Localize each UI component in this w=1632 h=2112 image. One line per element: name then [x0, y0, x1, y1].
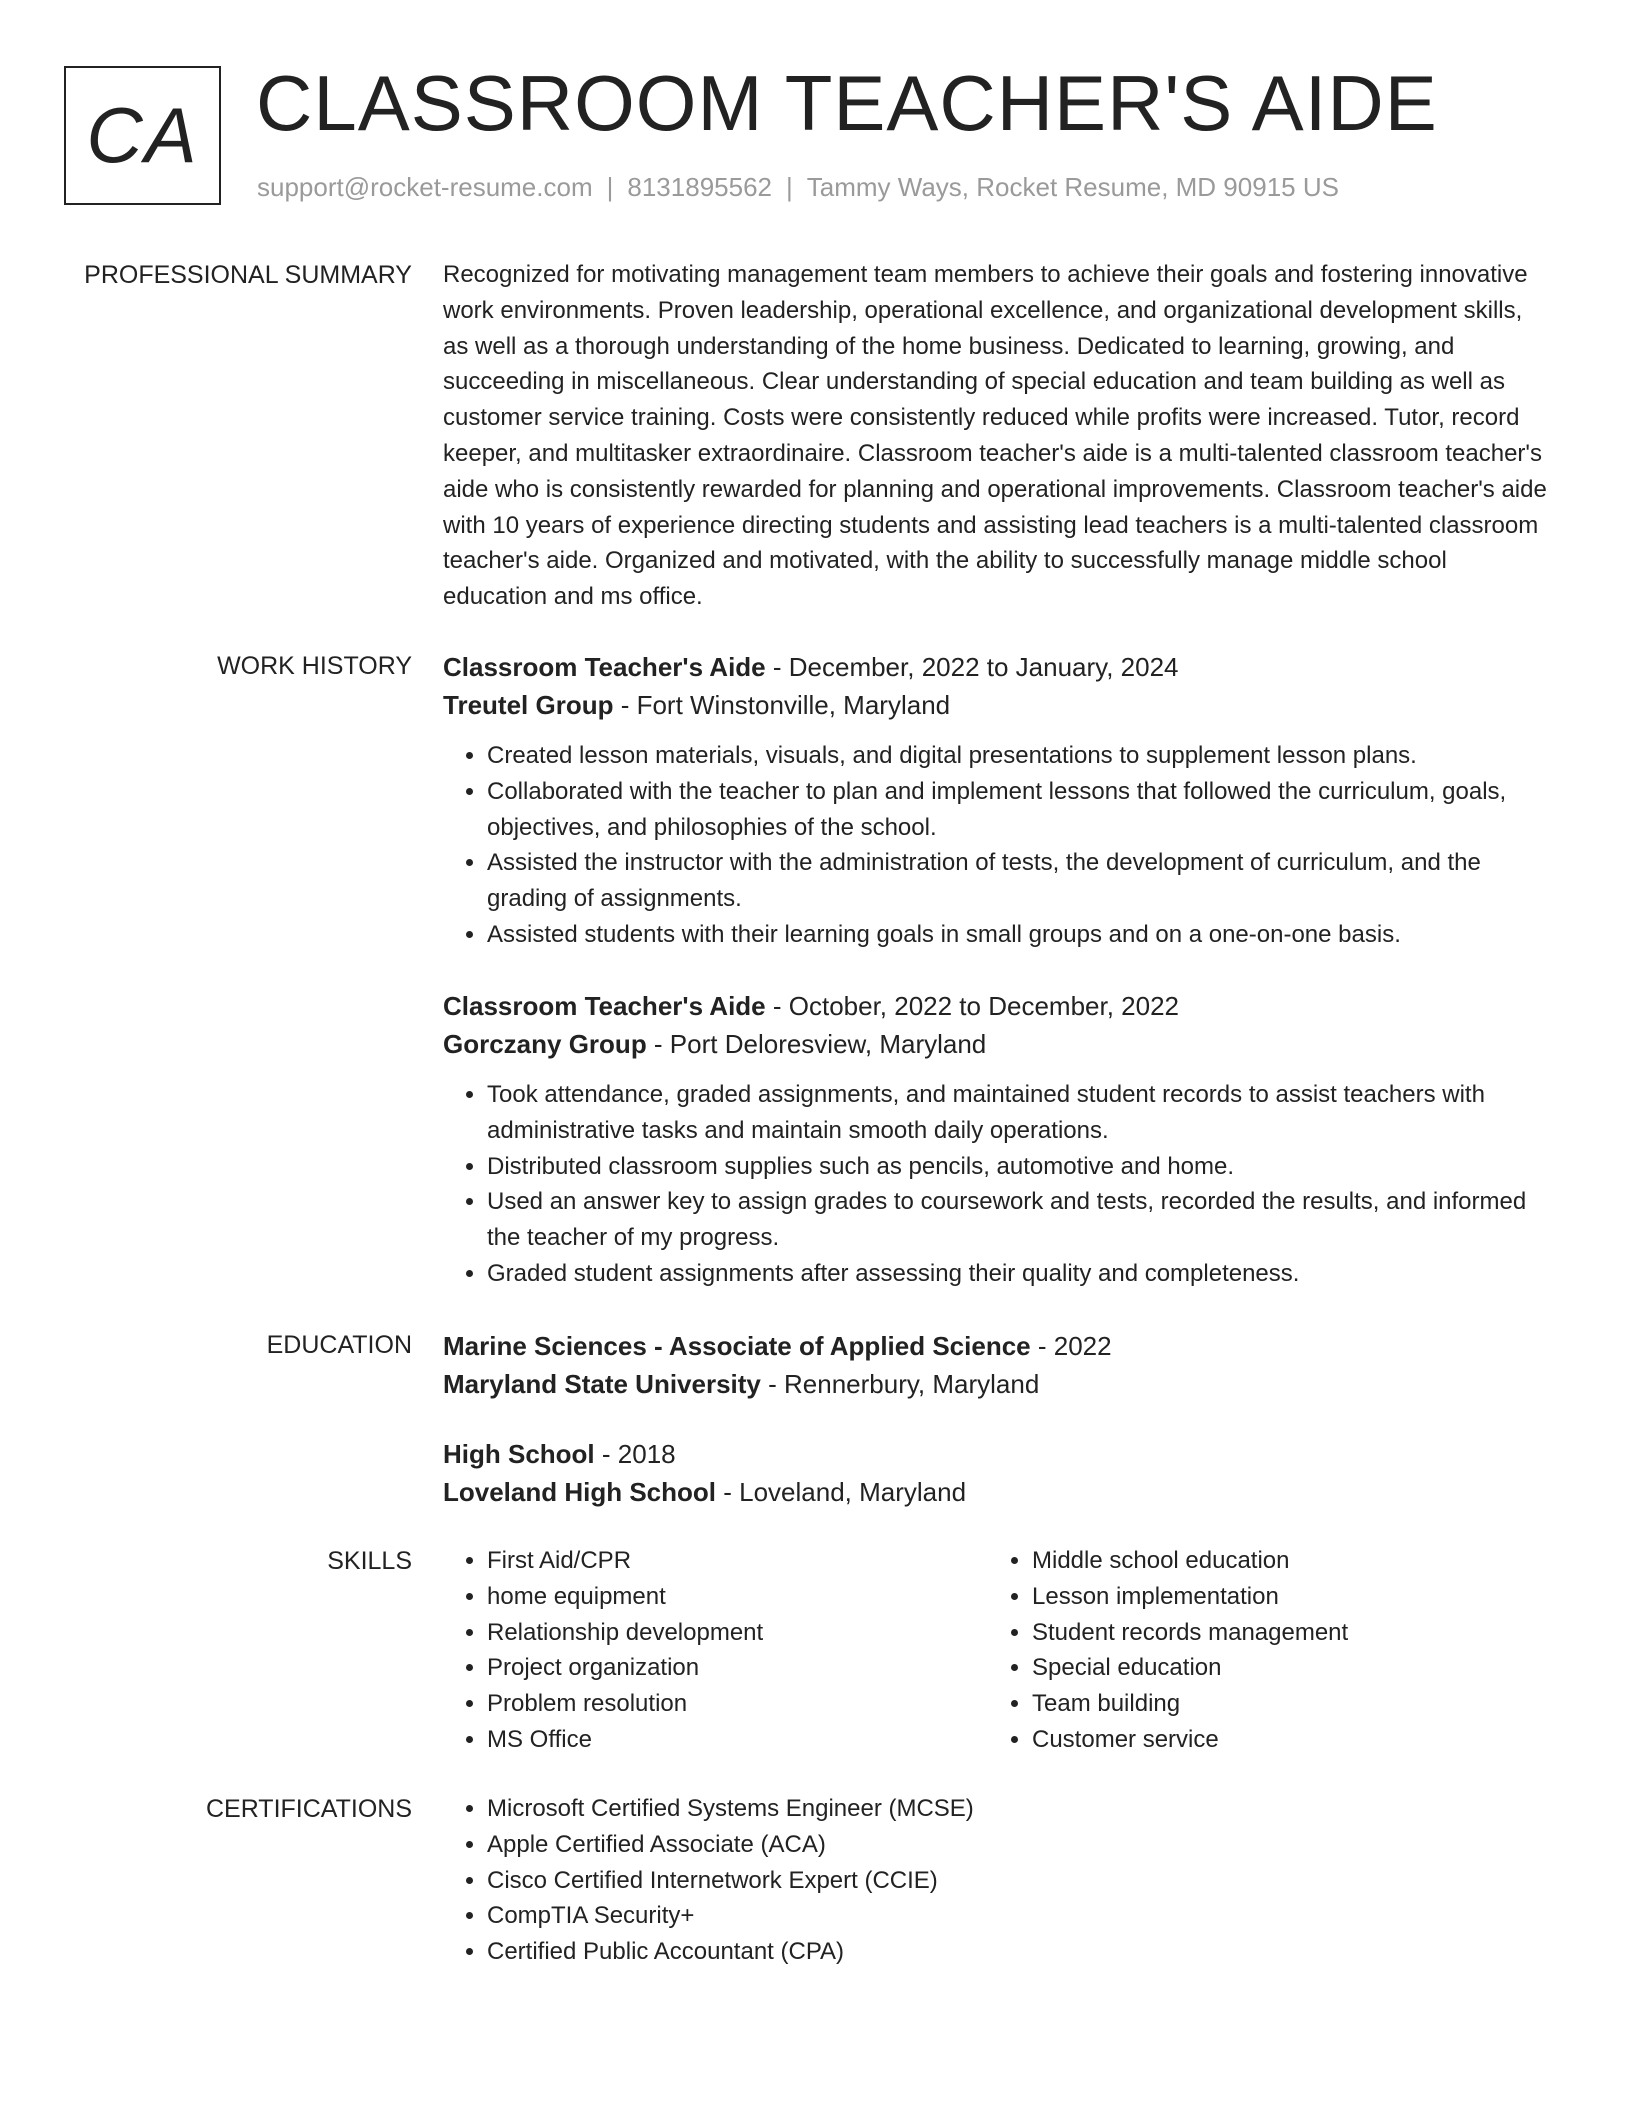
- list-item: • Created lesson materials, visuals, and digital presentations to supplement lesson plans.: [487, 738, 1553, 774]
- list-item: • Cisco Certified Internetwork Expert (CCIE): [487, 1863, 1553, 1899]
- list-item: • Problem resolution: [487, 1686, 988, 1722]
- skills-column-right: [988, 1543, 1533, 1758]
- job-entry: [443, 648, 1553, 953]
- section-label: CERTIFICATIONS: [205, 1795, 412, 1823]
- school: Maryland State University: [443, 1369, 761, 1399]
- list-item: • Customer service: [1032, 1722, 1533, 1758]
- job-title: Classroom Teacher's Aide: [443, 991, 766, 1021]
- list-item: • Took attendance, graded assignments, and maintained student records to assist teachers with administrative tasks and maintain smooth daily operations.: [487, 1077, 1553, 1149]
- section-label: WORK HISTORY: [217, 652, 412, 680]
- job-title-line: [443, 648, 1553, 686]
- page-title: CLASSROOM TEACHER'S AIDE: [256, 59, 1438, 147]
- section-label: EDUCATION: [266, 1331, 412, 1359]
- year: - 2022: [1030, 1331, 1112, 1361]
- list-item: • Lesson implementation: [1032, 1579, 1533, 1615]
- job-title: Classroom Teacher's Aide: [443, 652, 766, 682]
- job-company-line: [443, 686, 1553, 724]
- job-company: Gorczany Group: [443, 1029, 647, 1059]
- job-title-line: [443, 987, 1553, 1025]
- list-item: • Middle school education: [1032, 1543, 1533, 1579]
- section-body: [443, 1327, 1553, 1511]
- phone: 8131895562: [627, 172, 772, 202]
- list-item: • CompTIA Security+: [487, 1898, 1553, 1934]
- skills-grid: [443, 1543, 1553, 1758]
- location: - Loveland, Maryland: [716, 1477, 967, 1507]
- education-entry: [443, 1327, 1553, 1403]
- year: - 2018: [594, 1439, 676, 1469]
- list-item: • Apple Certified Associate (ACA): [487, 1827, 1553, 1863]
- section-label: PROFESSIONAL SUMMARY: [84, 261, 412, 289]
- degree: Marine Sciences - Associate of Applied Science: [443, 1331, 1031, 1361]
- section-label: SKILLS: [327, 1547, 412, 1575]
- degree-line: [443, 1435, 1553, 1473]
- list-item: • Team building: [1032, 1686, 1533, 1722]
- job-company: Treutel Group: [443, 690, 614, 720]
- job-bullets: [443, 738, 1553, 953]
- address: Tammy Ways, Rocket Resume, MD 90915 US: [806, 172, 1339, 202]
- education-entry: [443, 1435, 1553, 1511]
- list-item: • Graded student assignments after assessing their quality and completeness.: [487, 1256, 1553, 1292]
- section-body: [443, 648, 1553, 953]
- list-item: • First Aid/CPR: [487, 1543, 988, 1579]
- list-item: • Microsoft Certified Systems Engineer (MCSE): [487, 1791, 1553, 1827]
- list-item: • Special education: [1032, 1650, 1533, 1686]
- school-line: [443, 1473, 1553, 1511]
- list-item: • Student records management: [1032, 1615, 1533, 1651]
- job-location: - Port Deloresview, Maryland: [646, 1029, 987, 1059]
- location: - Rennerbury, Maryland: [760, 1369, 1040, 1399]
- list-item: • Assisted students with their learning goals in small groups and on a one-on-one basis.: [487, 917, 1553, 953]
- monogram: CA: [64, 66, 221, 205]
- school: Loveland High School: [443, 1477, 717, 1507]
- skills-column-left: [443, 1543, 988, 1758]
- section-body: [443, 1791, 1553, 1970]
- list-item: • Assisted the instructor with the administration of tests, the development of curriculum, and the grading of assignments.: [487, 845, 1553, 917]
- degree-line: [443, 1327, 1553, 1365]
- certifications-list: [443, 1791, 1553, 1970]
- job-company-line: [443, 1025, 1553, 1063]
- list-item: • Distributed classroom supplies such as pencils, automotive and home.: [487, 1149, 1553, 1185]
- list-item: • Used an answer key to assign grades to coursework and tests, recorded the results, and informed the teacher of my progress.: [487, 1184, 1553, 1256]
- list-item: • Collaborated with the teacher to plan and implement lessons that followed the curriculum, goals, objectives, and philosophies of the school.: [487, 774, 1553, 846]
- separator: |: [786, 172, 793, 202]
- section-body: [443, 257, 1553, 615]
- list-item: • Certified Public Accountant (CPA): [487, 1934, 1553, 1970]
- section-body: [443, 987, 1553, 1292]
- email: support@rocket-resume.com: [257, 172, 593, 202]
- job-dates: - December, 2022 to January, 2024: [765, 652, 1179, 682]
- contact-line: [257, 172, 1339, 203]
- job-location: - Fort Winstonville, Maryland: [613, 690, 951, 720]
- list-item: • home equipment: [487, 1579, 988, 1615]
- section-body: [443, 1543, 1553, 1758]
- job-bullets: [443, 1077, 1553, 1292]
- list-item: • Relationship development: [487, 1615, 988, 1651]
- school-line: [443, 1365, 1553, 1403]
- job-entry: [443, 987, 1553, 1292]
- list-item: • Project organization: [487, 1650, 988, 1686]
- job-dates: - October, 2022 to December, 2022: [765, 991, 1179, 1021]
- separator: |: [606, 172, 614, 202]
- list-item: • MS Office: [487, 1722, 988, 1758]
- degree: High School: [443, 1439, 595, 1469]
- summary-text: Recognized for motivating management team members to achieve their goals and fostering innovative work environments. Proven leadership, operational excellence, and organizational development skills, as well as a thorough understanding of the home business. Dedicated to learning, growing, and succeeding in miscellaneous. Clear understanding of special education and team building as well as customer service training. Costs were consistently reduced while profits were increased. Tutor, record keeper, and multitasker extraordinaire. Classroom teacher's aide is a multi-talented classroom teacher's aide who is consistently rewarded for planning and operational improvements. Classroom teacher's aide with 10 years of experience directing students and assisting lead teachers is a multi-talented classroom teacher's aide. Organized and motivated, with the ability to successfully manage middle school education and ms office.: [443, 261, 1547, 611]
